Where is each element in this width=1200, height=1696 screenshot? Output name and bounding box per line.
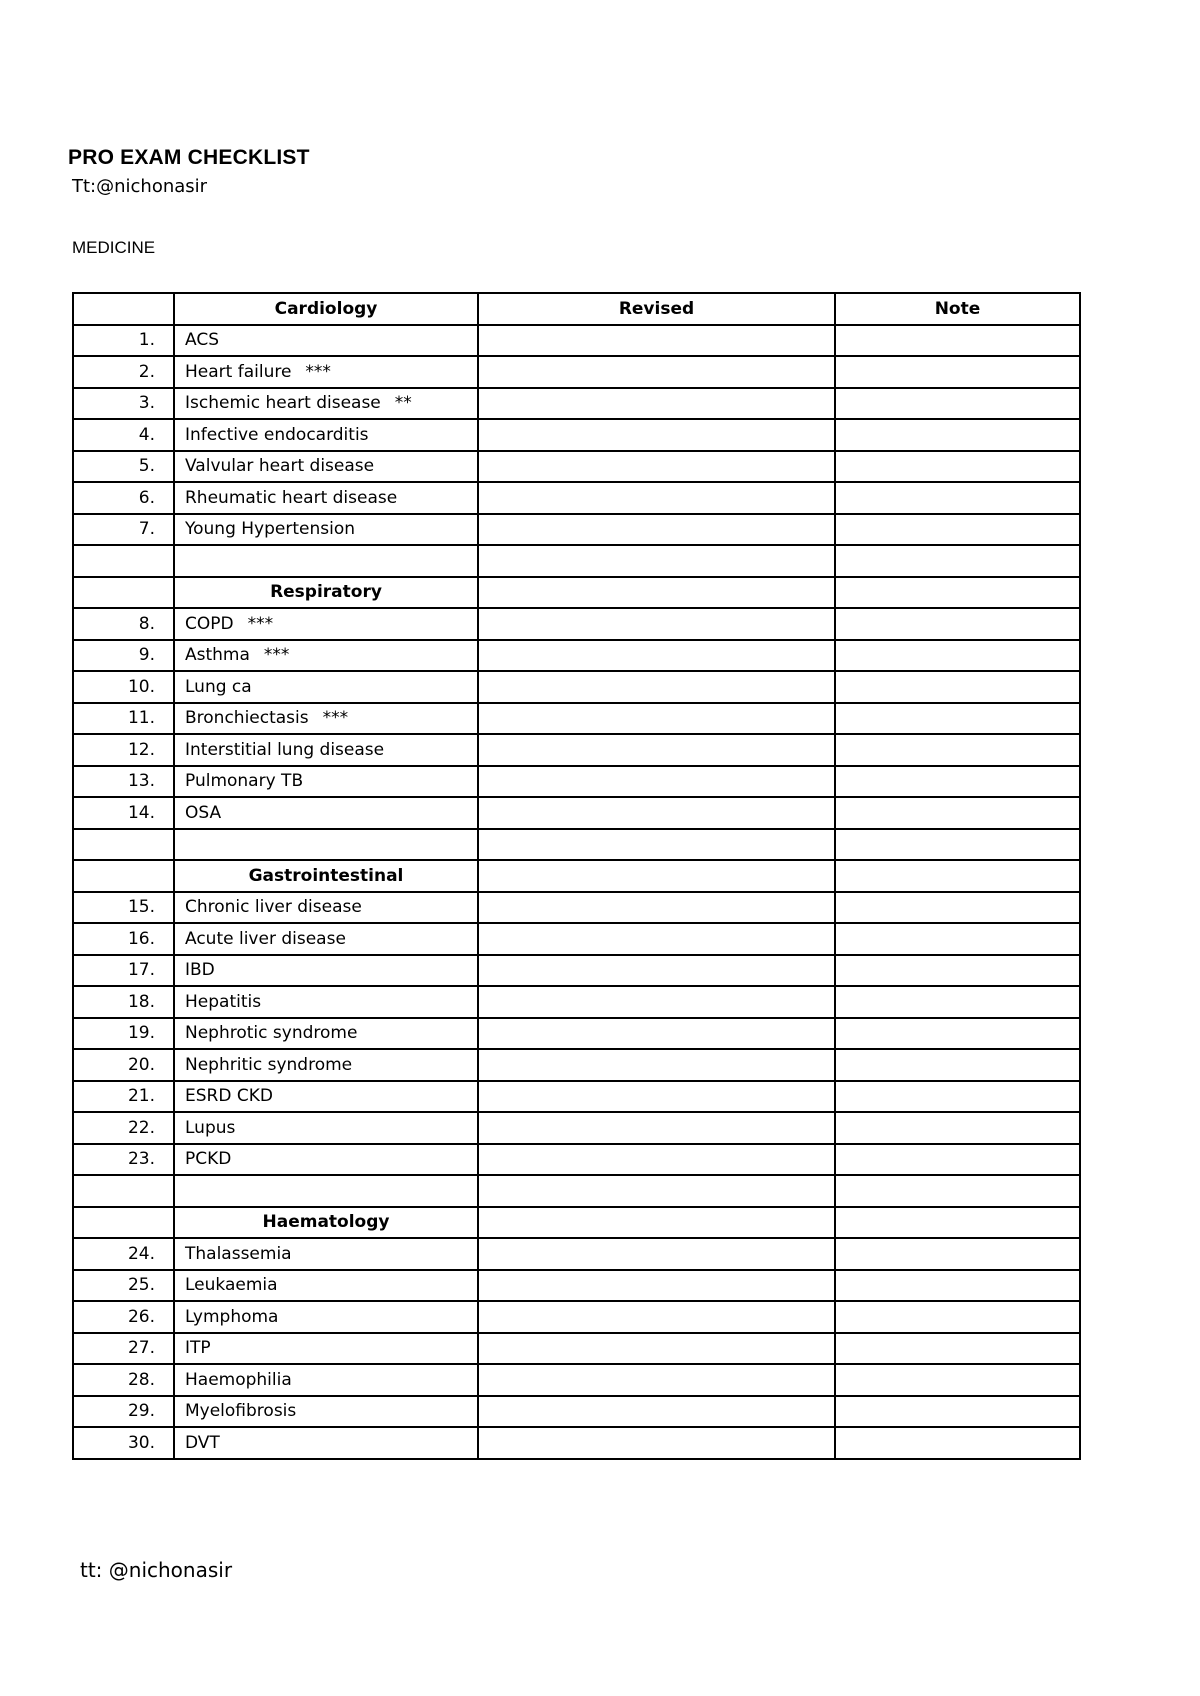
table-row — [73, 955, 1080, 987]
note-cell[interactable] — [835, 1049, 1080, 1081]
item-number: 7. — [73, 514, 174, 546]
topic-name: Haemophilia — [185, 1369, 292, 1390]
item-number: 4. — [73, 419, 174, 451]
author-handle: Tt:@nichonasir — [72, 176, 208, 197]
note-cell[interactable] — [835, 640, 1080, 672]
revised-checkbox-cell[interactable] — [478, 640, 835, 672]
topic-name: ACS — [185, 330, 219, 351]
topic-cell — [174, 1238, 478, 1270]
topic-name: Lung ca — [185, 676, 252, 697]
topic-cell — [174, 986, 478, 1018]
topic-name: Chronic liver disease — [185, 897, 362, 918]
note-cell[interactable] — [835, 1144, 1080, 1176]
item-number: 9. — [73, 640, 174, 672]
note-cell[interactable] — [835, 1427, 1080, 1459]
topic-name: COPD — [185, 613, 234, 634]
topic-name: Valvular heart disease — [185, 456, 375, 477]
table-row — [73, 608, 1080, 640]
revised-column-header: Revised — [478, 293, 835, 325]
empty-cell — [478, 1175, 835, 1207]
note-cell[interactable] — [835, 1364, 1080, 1396]
category-header-row — [73, 577, 1080, 609]
note-cell[interactable] — [835, 388, 1080, 420]
table-row — [73, 1112, 1080, 1144]
topic-cell — [174, 1364, 478, 1396]
table-row — [73, 1333, 1080, 1365]
item-number: 16. — [73, 923, 174, 955]
topic-name: Infective endocarditis — [185, 424, 369, 445]
topic-cell — [174, 703, 478, 735]
item-number: 2. — [73, 356, 174, 388]
note-cell[interactable] — [835, 986, 1080, 1018]
topic-name: Asthma — [185, 645, 250, 666]
table-row — [73, 1301, 1080, 1333]
note-cell[interactable] — [835, 608, 1080, 640]
priority-stars: *** — [263, 645, 290, 666]
topic-cell — [174, 419, 478, 451]
empty-cell — [174, 1175, 478, 1207]
topic-name: IBD — [185, 960, 215, 981]
empty-cell — [174, 829, 478, 861]
topic-name: Lupus — [185, 1117, 236, 1138]
item-number: 22. — [73, 1112, 174, 1144]
item-number: 14. — [73, 797, 174, 829]
item-number: 3. — [73, 388, 174, 420]
item-number: 5. — [73, 451, 174, 483]
section-heading: MEDICINE — [72, 238, 156, 257]
item-number: 25. — [73, 1270, 174, 1302]
topic-name: Leukaemia — [185, 1275, 278, 1296]
table-row — [73, 797, 1080, 829]
number-header-cell — [73, 1207, 174, 1239]
item-number: 23. — [73, 1144, 174, 1176]
topic-cell — [174, 1144, 478, 1176]
item-number: 13. — [73, 766, 174, 798]
number-header-cell — [73, 577, 174, 609]
topic-cell — [174, 608, 478, 640]
checklist-body — [73, 293, 1080, 1459]
table-row — [73, 1396, 1080, 1428]
priority-stars: *** — [305, 361, 331, 382]
revised-checkbox-cell[interactable] — [478, 608, 835, 640]
note-column-header: Note — [835, 293, 1080, 325]
table-row — [73, 1427, 1080, 1459]
topic-name: Myelofibrosis — [185, 1401, 297, 1422]
topic-cell — [174, 325, 478, 357]
table-row — [73, 1238, 1080, 1270]
revised-checkbox-cell[interactable] — [478, 1396, 835, 1428]
item-number: 11. — [73, 703, 174, 735]
topic-cell — [174, 640, 478, 672]
item-number: 29. — [73, 1396, 174, 1428]
table-row — [73, 1270, 1080, 1302]
topic-cell — [174, 797, 478, 829]
topic-name: Rheumatic heart disease — [185, 487, 398, 508]
topic-cell — [174, 892, 478, 924]
topic-cell — [174, 1112, 478, 1144]
table-row — [73, 1144, 1080, 1176]
note-column-header — [835, 860, 1080, 892]
note-cell[interactable] — [835, 1270, 1080, 1302]
item-number: 6. — [73, 482, 174, 514]
empty-cell — [835, 1175, 1080, 1207]
category-heading: Cardiology — [174, 293, 478, 325]
revised-checkbox-cell[interactable] — [478, 1081, 835, 1113]
note-cell[interactable] — [835, 766, 1080, 798]
topic-name: Nephrotic syndrome — [185, 1023, 358, 1044]
topic-name: DVT — [185, 1432, 220, 1453]
revised-checkbox-cell[interactable] — [478, 1018, 835, 1050]
item-number: 17. — [73, 955, 174, 987]
table-row — [73, 923, 1080, 955]
spacer-row — [73, 829, 1080, 861]
empty-cell — [73, 545, 174, 577]
topic-name: OSA — [185, 802, 222, 823]
table-row — [73, 671, 1080, 703]
note-column-header — [835, 1207, 1080, 1239]
revised-checkbox-cell[interactable] — [478, 766, 835, 798]
revised-checkbox-cell[interactable] — [478, 514, 835, 546]
topic-cell — [174, 1270, 478, 1302]
topic-cell — [174, 1081, 478, 1113]
note-cell[interactable] — [835, 1018, 1080, 1050]
topic-cell — [174, 1396, 478, 1428]
revised-column-header — [478, 860, 835, 892]
topic-cell — [174, 1427, 478, 1459]
topic-cell — [174, 388, 478, 420]
revised-checkbox-cell[interactable] — [478, 388, 835, 420]
table-row — [73, 1049, 1080, 1081]
footer-handle: tt: @nichonasir — [80, 1558, 233, 1582]
item-number: 21. — [73, 1081, 174, 1113]
table-row — [73, 703, 1080, 735]
topic-name: ITP — [185, 1338, 211, 1359]
topic-name: ESRD CKD — [185, 1086, 273, 1107]
note-cell[interactable] — [835, 1333, 1080, 1365]
table-row — [73, 356, 1080, 388]
topic-name: Young Hypertension — [185, 519, 356, 540]
note-cell[interactable] — [835, 356, 1080, 388]
empty-cell — [835, 545, 1080, 577]
page-title: PRO EXAM CHECKLIST — [68, 146, 310, 169]
note-cell[interactable] — [835, 325, 1080, 357]
table-row — [73, 1081, 1080, 1113]
category-heading: Respiratory — [174, 577, 478, 609]
revised-column-header — [478, 1207, 835, 1239]
topic-cell — [174, 766, 478, 798]
item-number: 27. — [73, 1333, 174, 1365]
topic-cell — [174, 482, 478, 514]
empty-cell — [73, 829, 174, 861]
table-row — [73, 482, 1080, 514]
category-heading: Haematology — [174, 1207, 478, 1239]
empty-cell — [73, 1175, 174, 1207]
table-row — [73, 640, 1080, 672]
revised-checkbox-cell[interactable] — [478, 923, 835, 955]
table-row — [73, 734, 1080, 766]
item-number: 1. — [73, 325, 174, 357]
revised-checkbox-cell[interactable] — [478, 1364, 835, 1396]
note-cell[interactable] — [835, 451, 1080, 483]
topic-name: Hepatitis — [185, 991, 262, 1012]
table-row — [73, 419, 1080, 451]
revised-checkbox-cell[interactable] — [478, 734, 835, 766]
revised-checkbox-cell[interactable] — [478, 325, 835, 357]
revised-checkbox-cell[interactable] — [478, 892, 835, 924]
item-number: 26. — [73, 1301, 174, 1333]
table-row — [73, 388, 1080, 420]
topic-name: Lymphoma — [185, 1306, 279, 1327]
item-number: 30. — [73, 1427, 174, 1459]
table-row — [73, 451, 1080, 483]
topic-cell — [174, 514, 478, 546]
topic-name: Ischemic heart disease — [185, 393, 381, 414]
topic-cell — [174, 923, 478, 955]
revised-checkbox-cell[interactable] — [478, 1270, 835, 1302]
table-row — [73, 1364, 1080, 1396]
note-cell[interactable] — [835, 923, 1080, 955]
revised-checkbox-cell[interactable] — [478, 955, 835, 987]
table-row — [73, 892, 1080, 924]
note-cell[interactable] — [835, 703, 1080, 735]
note-cell[interactable] — [835, 671, 1080, 703]
topic-cell — [174, 1301, 478, 1333]
note-cell[interactable] — [835, 892, 1080, 924]
empty-cell — [174, 545, 478, 577]
note-cell[interactable] — [835, 1396, 1080, 1428]
number-header-cell — [73, 293, 174, 325]
note-cell[interactable] — [835, 482, 1080, 514]
topic-name: Acute liver disease — [185, 928, 346, 949]
note-cell[interactable] — [835, 734, 1080, 766]
topic-cell — [174, 356, 478, 388]
topic-cell — [174, 1018, 478, 1050]
revised-checkbox-cell[interactable] — [478, 419, 835, 451]
revised-checkbox-cell[interactable] — [478, 1112, 835, 1144]
topic-name: Pulmonary TB — [185, 771, 304, 792]
note-cell[interactable] — [835, 797, 1080, 829]
note-cell[interactable] — [835, 1301, 1080, 1333]
revised-checkbox-cell[interactable] — [478, 986, 835, 1018]
note-cell[interactable] — [835, 1081, 1080, 1113]
note-cell[interactable] — [835, 419, 1080, 451]
topic-name: Nephritic syndrome — [185, 1054, 353, 1075]
table-row — [73, 514, 1080, 546]
topic-cell — [174, 734, 478, 766]
spacer-row — [73, 545, 1080, 577]
topic-cell — [174, 451, 478, 483]
item-number: 15. — [73, 892, 174, 924]
revised-checkbox-cell[interactable] — [478, 1144, 835, 1176]
revised-checkbox-cell[interactable] — [478, 451, 835, 483]
table-row — [73, 986, 1080, 1018]
note-cell[interactable] — [835, 1238, 1080, 1270]
priority-stars: ** — [394, 393, 412, 414]
topic-name: Thalassemia — [185, 1243, 292, 1264]
topic-cell — [174, 671, 478, 703]
note-column-header — [835, 577, 1080, 609]
category-header-row — [73, 1207, 1080, 1239]
spacer-row — [73, 1175, 1080, 1207]
revised-checkbox-cell[interactable] — [478, 1301, 835, 1333]
topic-cell — [174, 1333, 478, 1365]
priority-stars: *** — [322, 708, 349, 729]
empty-cell — [835, 829, 1080, 861]
item-number: 24. — [73, 1238, 174, 1270]
revised-checkbox-cell[interactable] — [478, 482, 835, 514]
revised-checkbox-cell[interactable] — [478, 703, 835, 735]
table-row — [73, 325, 1080, 357]
note-cell[interactable] — [835, 1112, 1080, 1144]
topic-cell — [174, 1049, 478, 1081]
revised-checkbox-cell[interactable] — [478, 1427, 835, 1459]
empty-cell — [478, 545, 835, 577]
topic-name: Interstitial lung disease — [185, 739, 385, 760]
item-number: 20. — [73, 1049, 174, 1081]
revised-checkbox-cell[interactable] — [478, 1238, 835, 1270]
category-header-row — [73, 293, 1080, 325]
table-row — [73, 1018, 1080, 1050]
revised-checkbox-cell[interactable] — [478, 356, 835, 388]
topic-name: Bronchiectasis — [185, 708, 309, 729]
revised-checkbox-cell[interactable] — [478, 1333, 835, 1365]
topic-cell — [174, 955, 478, 987]
category-heading: Gastrointestinal — [174, 860, 478, 892]
topic-name: PCKD — [185, 1149, 232, 1170]
number-header-cell — [73, 860, 174, 892]
revised-column-header — [478, 577, 835, 609]
revised-checkbox-cell[interactable] — [478, 797, 835, 829]
item-number: 10. — [73, 671, 174, 703]
revised-checkbox-cell[interactable] — [478, 671, 835, 703]
exam-checklist-table — [72, 292, 1081, 1460]
item-number: 19. — [73, 1018, 174, 1050]
table-row — [73, 766, 1080, 798]
empty-cell — [478, 829, 835, 861]
revised-checkbox-cell[interactable] — [478, 1049, 835, 1081]
priority-stars: *** — [247, 613, 274, 634]
item-number: 18. — [73, 986, 174, 1018]
topic-name: Heart failure — [185, 361, 292, 382]
note-cell[interactable] — [835, 514, 1080, 546]
item-number: 28. — [73, 1364, 174, 1396]
category-header-row — [73, 860, 1080, 892]
item-number: 8. — [73, 608, 174, 640]
item-number: 12. — [73, 734, 174, 766]
note-cell[interactable] — [835, 955, 1080, 987]
